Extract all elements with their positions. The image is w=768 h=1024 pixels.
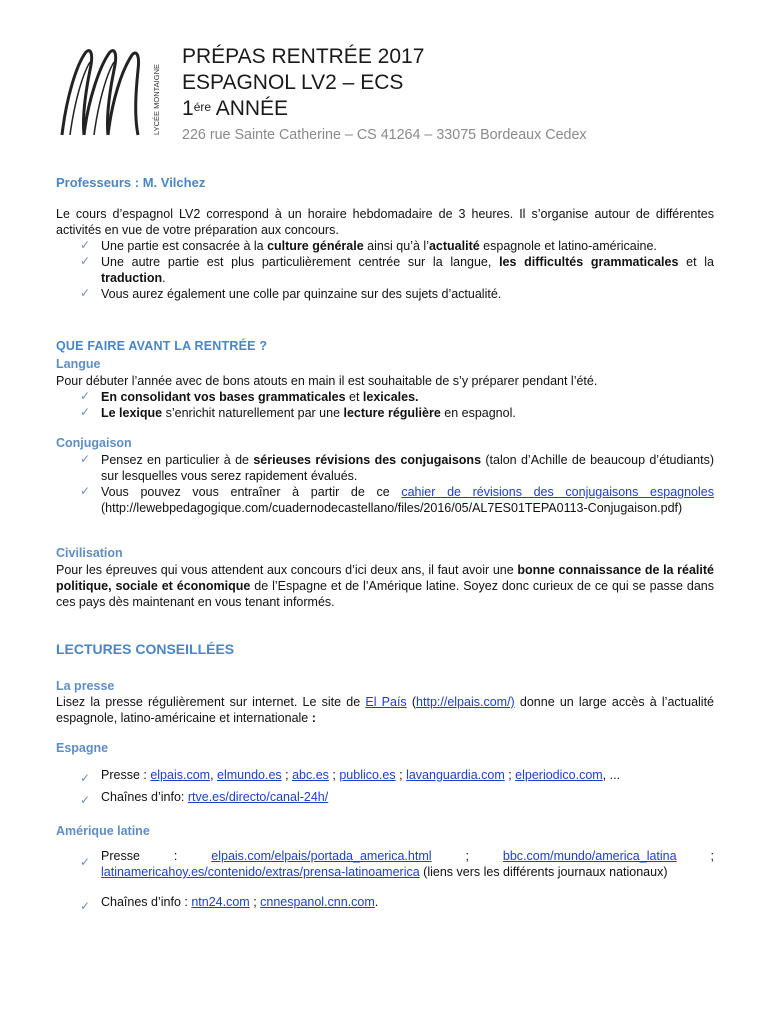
langue-block: [56, 357, 714, 421]
text: ;: [676, 849, 714, 863]
amerique-block: [56, 824, 714, 913]
espagne-presse-item: ✓ Presse : elpais.com, elmundo.es ; abc.es ; publico.es ; lavanguardia.com ; elperiodico.com, ...: [80, 768, 621, 785]
text: ;: [249, 895, 261, 909]
text: en espagnol.: [440, 406, 516, 420]
text: de l’Espagne et de l’Amérique latine. Soyez donc curieux de ce qui se passe dans ces pays dès maintenant en vous tenant informés.: [56, 579, 714, 609]
presse-text: [56, 694, 714, 726]
professors-line: Professeurs : M. Vilchez: [56, 175, 206, 190]
intro-bullet-3: [56, 286, 714, 302]
presse-block: [56, 679, 714, 726]
conjugaison-bullet-1: [56, 452, 714, 484]
press-link[interactable]: abc.es: [292, 768, 329, 782]
intro-text: Le cours d’espagnol LV2 correspond à un horaire hebdomadaire de 3 heures. Il s’organise autour de différentes activités en vue de votre préparation aux concours.: [56, 207, 714, 237]
title-line-2: ESPAGNOL LV2 – ECS: [182, 71, 404, 94]
subsection-title-conjugaison: Conjugaison: [56, 436, 132, 450]
intro-block: [56, 206, 714, 302]
title-line-3: [182, 96, 424, 122]
title-year-sup: ére: [193, 100, 212, 114]
elpais-link[interactable]: El País: [365, 695, 407, 709]
check-icon: ✓: [80, 855, 91, 869]
document-title: [182, 44, 424, 122]
check-icon: ✓: [80, 286, 91, 300]
text: espagnole et latino-américaine.: [479, 239, 657, 253]
press-link[interactable]: lavanguardia.com: [406, 768, 505, 782]
subsection-title-civilisation: Civilisation: [56, 546, 123, 560]
text-bold: bonne connaissance de la réalité politique, sociale et économique: [56, 563, 714, 593]
langue-text: Pour débuter l’année avec de bons atouts en main il est souhaitable de s’y préparer pendant l’été.: [56, 374, 598, 388]
espagne-block: [56, 741, 714, 805]
text: et: [345, 390, 363, 404]
text: .: [162, 271, 166, 285]
text: Une autre partie est plus particulièrement centrée sur la langue,: [101, 255, 500, 269]
text-bold: actualité: [428, 239, 480, 253]
text: (talon d’Achille de beaucoup d’étudiants) sur lesquelles vous serez rapidement évalués.: [101, 453, 714, 483]
conjugaison-bullet-2: [56, 484, 714, 516]
conjugaison-block: [56, 436, 714, 516]
subsection-title-langue: Langue: [56, 357, 101, 371]
school-address: 226 rue Sainte Catherine – CS 41264 – 33075 Bordeaux Cedex: [182, 127, 587, 143]
title-line-1: PRÉPAS RENTRÉE 2017: [182, 45, 425, 68]
check-icon: ✓: [80, 793, 91, 807]
text: ainsi qu’à l’: [363, 239, 429, 253]
text: Chaînes d’info :: [101, 895, 192, 909]
text: Chaînes d’info:: [101, 790, 188, 804]
check-icon: ✓: [80, 484, 91, 498]
elpais-url-link[interactable]: http://elpais.com/): [416, 695, 515, 709]
text-bold: culture générale: [267, 239, 364, 253]
text: .: [374, 895, 379, 909]
section-title-avant-rentree: QUE FAIRE AVANT LA RENTRÉE ?: [56, 339, 268, 353]
section-title-lectures: LECTURES CONSEILLÉES: [56, 641, 235, 657]
text: (: [406, 695, 417, 709]
text-bold: lecture régulière: [343, 406, 441, 420]
check-icon: ✓: [80, 405, 91, 419]
text-bold: Le lexique: [101, 406, 163, 420]
title-year-rest: ANNÉE: [211, 97, 289, 120]
espagne-chaines-item: [56, 789, 714, 805]
press-link[interactable]: publico.es: [339, 768, 396, 782]
text: Lisez la presse régulièrement sur internet. Le site de: [56, 695, 366, 709]
text-bold: les difficultés grammaticales: [499, 255, 679, 269]
conjugaison-cahier-link[interactable]: cahier de révisions des conjugaisons espagnoles: [401, 485, 714, 499]
rtve-link[interactable]: rtve.es/directo/canal-24h/: [187, 790, 329, 804]
text-bold: sérieuses révisions des conjugaisons: [253, 453, 482, 467]
langue-bullet-2: [56, 405, 714, 421]
text: ;: [431, 849, 503, 863]
text-bold: En consolidant vos bases grammaticales: [101, 390, 346, 404]
check-icon: ✓: [80, 452, 91, 466]
text-bold: :: [311, 711, 316, 725]
langue-bullet-1: [56, 389, 714, 405]
text: donne un large accès à l’actualité espagnole, latino-américaine et internationale: [56, 695, 715, 725]
text: et la: [678, 255, 714, 269]
lycee-montaigne-logo: [56, 40, 176, 140]
press-link[interactable]: elperiodico.com: [515, 768, 603, 782]
amerique-chaines-item: [56, 894, 714, 913]
press-link[interactable]: elpais.com/elpais/portada_america.html: [211, 849, 432, 863]
check-icon: ✓: [80, 254, 91, 268]
text: Presse :: [101, 849, 212, 863]
check-icon: ✓: [80, 389, 91, 403]
intro-bullet-1: [56, 238, 714, 254]
logo-text: LYCÉE MONTAIGNE: [152, 64, 161, 135]
press-link[interactable]: latinamericahoy.es/contenido/extras/prensa-latinoamerica: [101, 865, 420, 879]
check-icon: ✓: [80, 899, 91, 913]
subsection-title-presse: La presse: [56, 679, 115, 693]
text: Pensez en particulier à de: [101, 453, 254, 467]
press-link[interactable]: bbc.com/mundo/america_latina: [502, 849, 677, 863]
text: Vous aurez également une colle par quinzaine sur des sujets d’actualité.: [101, 287, 502, 301]
text: Vous pouvez vous entraîner à partir de ce: [101, 485, 402, 499]
subsection-title-amerique-latine: Amérique latine: [56, 824, 150, 838]
amerique-presse-item: [56, 848, 714, 880]
conjugaison-url-text: (http://lewebpedagogique.com/cuadernodecastellano/files/2016/05/AL7ES01TEPA0113-Conjugaison.pdf): [101, 501, 683, 515]
ntn24-link[interactable]: ntn24.com: [191, 895, 250, 909]
civilisation-text: [56, 562, 714, 610]
text: (liens vers les différents journaux nationaux): [419, 865, 668, 879]
cnnespanol-link[interactable]: cnnespanol.cnn.com: [260, 895, 375, 909]
title-year-number: 1: [182, 97, 194, 120]
text-bold: traduction: [101, 271, 163, 285]
press-link[interactable]: elmundo.es: [217, 768, 282, 782]
check-icon: ✓: [80, 238, 91, 252]
text: Pour les épreuves qui vous attendent aux concours d’ici deux ans, il faut avoir une: [56, 563, 518, 577]
subsection-title-espagne: Espagne: [56, 741, 109, 755]
check-icon: ✓: [80, 771, 91, 785]
text: , ...: [602, 768, 621, 782]
text: Presse :: [101, 768, 151, 782]
text: Une partie est consacrée à la: [101, 239, 268, 253]
text-bold: lexicales.: [362, 390, 419, 404]
civilisation-block: [56, 546, 714, 610]
intro-bullet-2: [56, 254, 714, 286]
press-link[interactable]: elpais.com: [150, 768, 211, 782]
text: s’enrichit naturellement par une: [162, 406, 344, 420]
